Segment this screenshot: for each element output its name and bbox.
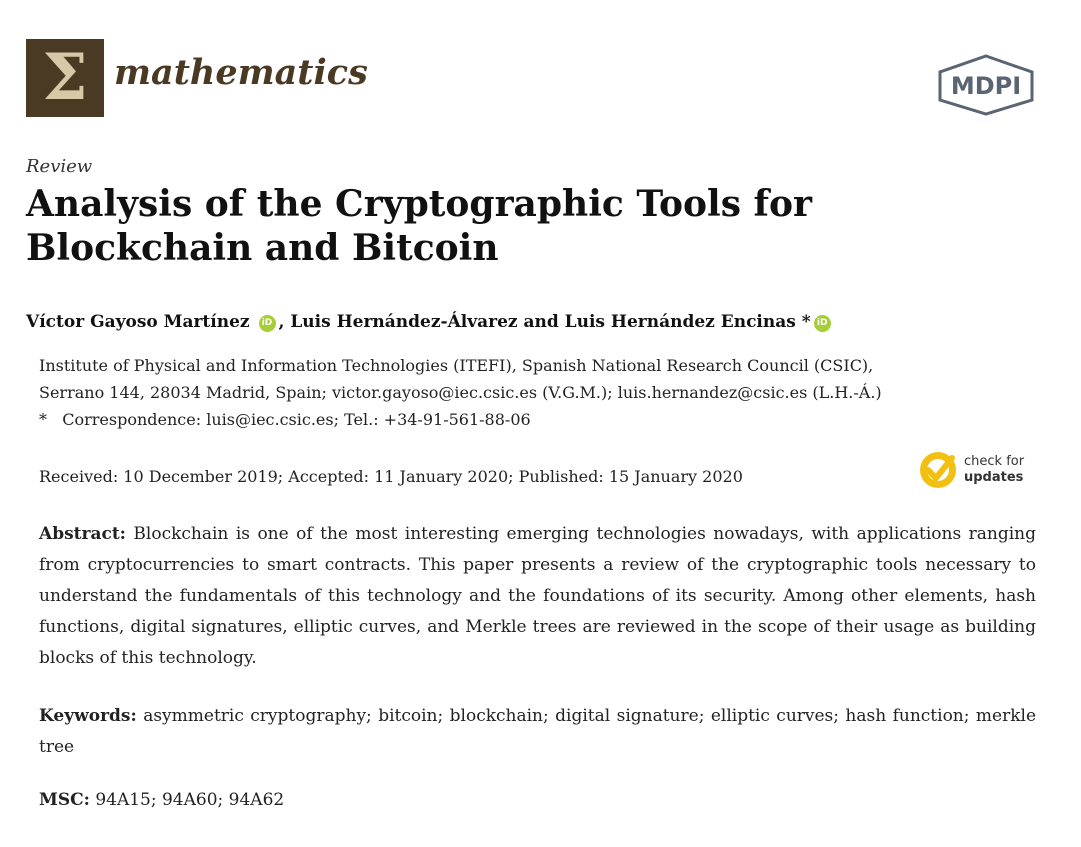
journal-logo [26, 39, 104, 117]
abstract-label: Abstract: [39, 524, 126, 544]
keywords [39, 701, 1036, 763]
keywords-text: asymmetric cryptography; bitcoin; blockchain; digital signature; elliptic curves; hash function; merkle tree [39, 706, 1037, 757]
msc-label: MSC: [39, 790, 90, 810]
checkmark-icon [918, 450, 958, 490]
journal-name: mathematics [114, 52, 368, 93]
abstract-text: Blockchain is one of the most interesting emerging technologies nowadays, with applications ranging from cryptocurrencies to smart contracts. This paper presents a review of the cryptographic tools necessary to understand the fundamentals of this technology and the foundations of its security. Among other elements, hash functions, digital signatures, elliptic curves, and Merkle trees are reviewed in the scope of their usage as building blocks of this technology. [39, 524, 1036, 668]
abstract [39, 519, 1036, 674]
correspondence-line: * Correspondence: luis@iec.csic.es; Tel.: +34-91-561-88-06 [39, 410, 531, 429]
affiliation-line: Institute of Physical and Information Technologies (ITEFI), Spanish National Research Council (CSIC), [39, 356, 874, 375]
corresponding-star: * [801, 312, 811, 332]
article-type: Review [26, 156, 93, 177]
keywords-label: Keywords: [39, 706, 137, 726]
author-name: Víctor Gayoso Martínez [26, 312, 250, 332]
author-list [26, 312, 1026, 332]
sigma-icon: Σ [42, 40, 88, 115]
affiliation-block [39, 352, 1039, 433]
publication-dates: Received: 10 December 2019; Accepted: 11 January 2020; Published: 15 January 2020 [39, 467, 743, 486]
mdpi-logo-text: MDPI [950, 72, 1022, 100]
msc-codes [39, 790, 284, 810]
orcid-icon[interactable]: iD [259, 315, 276, 332]
article-title: Analysis of the Cryptographic Tools for Blockchain and Bitcoin [26, 183, 812, 269]
mdpi-logo [936, 54, 1036, 116]
affiliation-line: Serrano 144, 28034 Madrid, Spain; victor.gayoso@iec.csic.es (V.G.M.); luis.hernandez@csic.es (L.H.-Á.) [39, 383, 882, 402]
msc-text: 94A15; 94A60; 94A62 [95, 790, 285, 810]
orcid-icon[interactable]: iD [814, 315, 831, 332]
updates-label: updates [964, 470, 1024, 485]
check-for-updates-label: check for [964, 454, 1025, 469]
author-name: , Luis Hernández-Álvarez and Luis Hernández Encinas [278, 312, 796, 332]
check-for-updates-badge[interactable] [918, 449, 1038, 491]
